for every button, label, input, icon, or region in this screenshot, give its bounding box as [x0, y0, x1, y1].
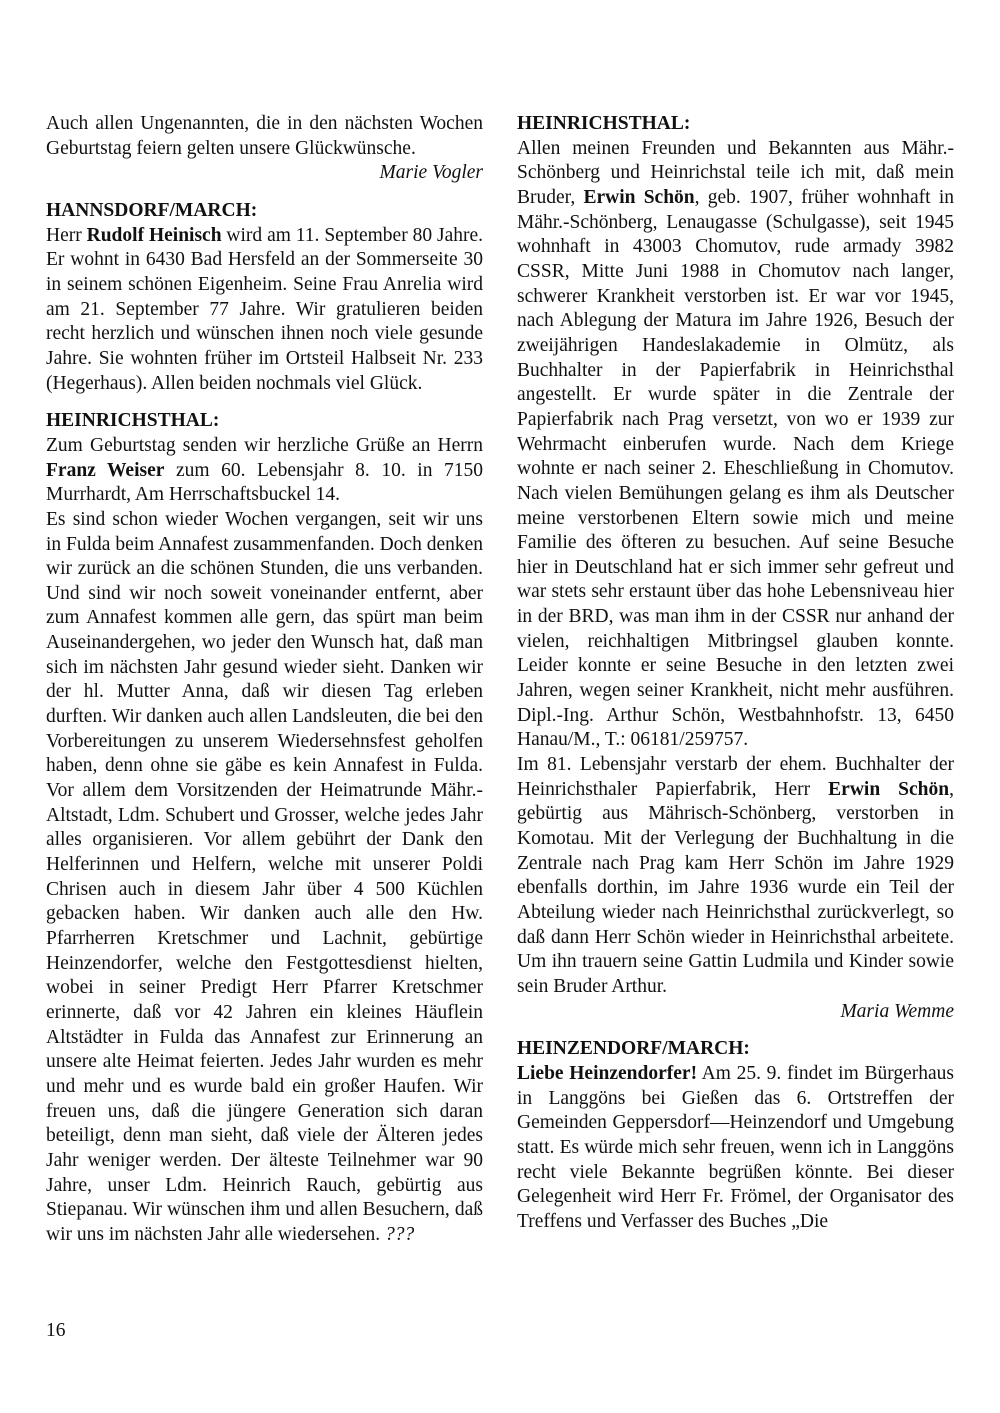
- run-text: Im 81. Lebensjahr verstarb der ehem. Buchhalter der Heinrichsthaler Papierfabrik, Herr: [517, 754, 954, 800]
- section-heading-hannsdorf: HANNSDORF/MARCH:: [46, 199, 258, 221]
- two-column-layout: [46, 112, 954, 1248]
- intro-text: Auch allen Ungenannten, die in den nächsten Wochen Geburtstag feiern gelten unsere Glückwünsche.: [46, 113, 483, 159]
- section-heading-heinrichsthal-right: HEINRICHSTHAL:: [517, 113, 691, 134]
- intro-signature: Marie Vogler: [379, 162, 483, 184]
- hannsdorf-paragraph: [46, 224, 483, 397]
- intro-paragraph: [46, 112, 483, 186]
- section-heading-heinrichsthal-left: HEINRICHSTHAL:: [46, 410, 220, 432]
- signature-unknown: ???: [380, 1223, 415, 1245]
- page-number: 16: [46, 1320, 66, 1341]
- run-text: zum 60. Lebensjahr 8. 10. in 7150 Murrhardt, Am Herrschaftsbuckel 14.: [46, 459, 483, 506]
- salutation-liebe-heinzendorfer: Liebe Heinzendorfer!: [517, 1062, 698, 1084]
- obituary-erwin-schoen-paragraph: [517, 137, 954, 753]
- person-name-franz-weiser: Franz Weiser: [46, 459, 165, 481]
- heinzendorf-paragraph: [517, 1062, 954, 1235]
- run-text: , gebürtig aus Mährisch-Schönberg, verstorben in Komotau. Mit der Verlegung der Buchhaltung in die Zentrale nach Prag kam Herr Schön im Jahre 1929 ebenfalls dorthin, im Jahre 1936 wurde ein Teil der Abteilung wieder nach Heinrichsthal zurückverlegt, so daß dann Herr Schön wieder in Heinrichsthal arbeitete. Um ihn trauern seine Gattin Ludmila und Kinder sowie sein Bruder Arthur.: [517, 778, 954, 997]
- person-name-erwin-schoen-2: Erwin Schön: [828, 778, 950, 800]
- run-text: Es sind schon wieder Wochen vergangen, seit wir uns in Fulda beim Annafest zusammenfanden. Doch denken wir zurück an die schönen Stunden, die uns verbanden. Und sind wir noch soweit voneinander entfernt, aber zum Annafest kommen alle gern, das spürt man beim Auseinandergehen, wo jeder den Wunsch hat, daß man sich im nächsten Jahr gesund wieder sieht. Danken wir der hl. Mutter Anna, daß wir diesen Tag erleben durften. Wir danken auch allen Landsleuten, die bei den Vorbereitungen zu unserem Wiedersehnsfest geholfen haben, denn ohne sie gäbe es kein Annafest in Fulda. Vor allem dem Vorsitzenden der Heimatrunde Mähr.-Altstadt, Ldm. Schubert und Grosser, welche jedes Jahr alles organisieren. Vor allem gebührt der Dank den Helferinnen und Helfern, welche mit unserer Poldi Chrisen auch in diesem Jahr über 4 500 Küchlen gebacken haben. Wir danken auch alle den Hw. Pfarrherren Kretschmer und Lachnit, gebürtige Heinzendorfer, welche den Festgottesdienst hielten, wobei in seiner Predigt Herr Pfarrer Kretschmer erinnerte, daß vor 42 Jahren ein kleines Häuflein Altstädter in Fulda das Annafest zur Erinnerung an unsere alte Heimat feierten. Jedes Jahr wurden es mehr und mehr und es wurde bald ein großer Haufen. Wir freuen uns, daß die jüngere Generation sich daran beteiligt, denn man sieht, daß viele der Älteren jedes Jahr weniger werden. Der älteste Teilnehmer war 90 Jahre, unser Ldm. Heinrich Rauch, gebürtig aus Stiepanau. Wir wünschen ihm und allen Besuchern, daß wir uns im nächsten Jahr alle wiedersehen.: [46, 508, 484, 1245]
- run-text: Zum Geburtstag senden wir herzliche Grüße an Herrn: [46, 434, 483, 456]
- obituary-second-paragraph: [517, 753, 954, 1024]
- section-heading-heinzendorf: HEINZENDORF/MARCH:: [517, 1038, 750, 1060]
- person-name-erwin-schoen: Erwin Schön: [583, 186, 695, 208]
- heinrichsthal-birthday-paragraph: [46, 434, 483, 508]
- run-text: Allen meinen Freunden und Bekannten aus Mähr.-Schönberg und Heinrichstal teile ich mit, daß mein Bruder,: [517, 137, 954, 208]
- run-text: wird am 11. September 80 Jahre. Er wohnt in 6430 Bad Hersfeld an der Sommerseite 30 in seinem schönen Eigenheim. Seine Frau Anrelia wird am 21. September 77 Jahre. Wir gratulieren beiden recht herzlich und wünschen ihnen noch viele gesunde Jahre. Sie wohnten früher im Ortsteil Halbseit Nr. 233 (Hegerhaus). Allen beiden nochmals viel Glück.: [46, 224, 484, 394]
- person-name-rudolf-heinisch: Rudolf Heinisch: [86, 224, 222, 246]
- right-column: [517, 112, 954, 1248]
- heinrichsthal-annafest-paragraph: [46, 508, 483, 1248]
- run-text: Am 25. 9. findet im Bürgerhaus in Langgöns bei Gießen das 6. Ortstreffen der Gemeinden Geppersdorf—Heinzendorf und Umgebung statt. Es würde mich sehr freuen, wenn ich in Langgöns recht viele Bekannte begrüßen könnte. Bei dieser Gelegenheit wird Herr Fr. Frömel, der Organisator des Treffens und Verfasser des Buches „Die: [517, 1062, 954, 1232]
- run-text: , geb. 1907, früher wohnhaft in Mähr.-Schönberg, Lenaugasse (Schulgasse), seit 1945 wohnhaft in 43003 Chomutov, rude armady 3982 CSSR, Mitte Juni 1988 in Chomutov nach langer, schwerer Krankheit verstorben ist. Er war vor 1945, nach Ablegung der Matura im Jahre 1926, Besuch der zweijährigen Handeslakademie in Olmütz, als Buchhalter in der Papierfabrik in Heinrichsthal angestellt. Er wurde später in die Zentrale der Papierfabrik nach Prag versetzt, von wo er 1939 zur Wehrmacht einberufen wurde. Nach dem Kriege wohnte er nach seiner 2. Eheschließung in Chomutov. Nach vielen Bemühungen gelang es ihm als Deutscher meine verstorbenen Eltern sowie mich und meine Familie des öfteren zu besuchen. Auf seine Besuche hier in Deutschland hat er sich immer sehr gefreut und war stets sehr erstaunt über das hohe Lebensniveau hier in der BRD, was man ihm in der CSSR nur anhand der vielen, reichhaltigen Mitbringsel glauben konnte. Leider konnte er seine Besuche in den letzten zwei Jahren, wegen seiner Krankheit, nicht mehr ausführen. Dipl.-Ing. Arthur Schön, Westbahnhofstr. 13, 6450 Hanau/M., T.: 06181/259757.: [517, 186, 954, 751]
- left-column: [46, 112, 483, 1248]
- obituary-signature: Maria Wemme: [840, 1000, 954, 1022]
- run-text: Herr: [46, 224, 87, 246]
